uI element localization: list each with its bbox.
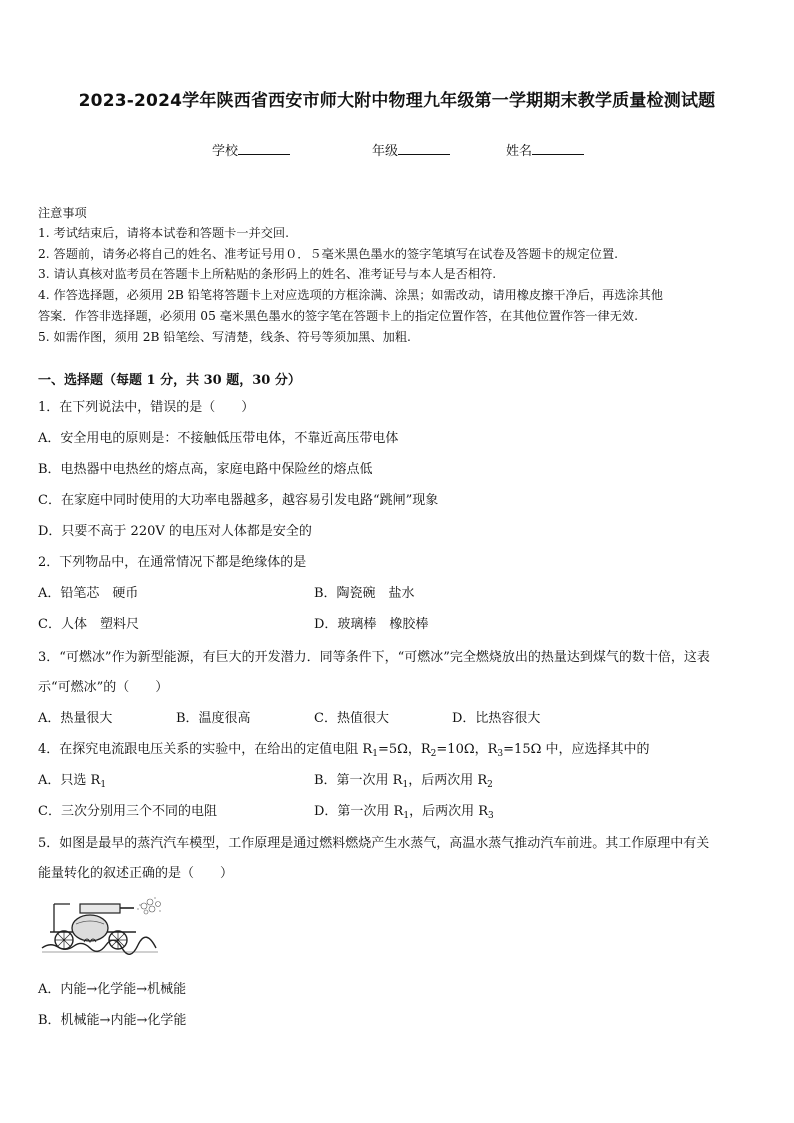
question-2-option-a[interactable]: A．铅笔芯 硬币 [38,586,139,601]
question-4-option-c[interactable]: C．三次分别用三个不同的电阻 [38,804,217,819]
q4-option-text: ，后两次用 R [409,804,488,819]
q4-stem-text: 4．在探究电流跟电压关系的实验中，在给出的定值电阻 R [38,742,373,757]
q4-stem-text: =10Ω，R [436,742,498,757]
notes-item: 4. 作答选择题，必须用 2B 铅笔将答题卡上对应选项的方框涂满、涂黑；如需改动，请用橡皮擦干净后，再选涂其他 [38,288,663,302]
question-5-stem-line-1: 5．如图是最早的蒸汽汽车模型，工作原理是通过燃料燃烧产生水蒸气，高温水蒸气推动汽车前进。其工作原理中有关 [38,836,710,851]
notes-item: 1. 考试结束后，请将本试卷和答题卡一并交回. [38,226,289,240]
question-2-option-b[interactable]: B．陶瓷碗 盐水 [314,586,415,601]
question-4-option-d[interactable] [314,800,494,819]
question-2-option-d[interactable]: D．玻璃棒 橡胶棒 [314,617,429,632]
q4-stem-text: =15Ω 中，应选择其中的 [503,742,650,757]
q4-subscript: 2 [487,780,493,790]
q4-subscript: 1 [100,780,107,790]
question-1-stem: 1．在下列说法中，错误的是（ ） [38,400,255,415]
question-5-option-a[interactable]: A．内能→化学能→机械能 [38,982,187,997]
question-4-stem [38,738,650,757]
name-blank[interactable] [532,142,584,155]
question-3-stem-line-2: 示“可燃冰”的（ ） [38,680,169,695]
grade-blank[interactable] [398,142,450,155]
question-3-option-a[interactable]: A．热量很大 [38,711,113,726]
school-label: 学校 [212,144,239,159]
question-4-option-a[interactable] [38,769,106,788]
question-5-stem-line-2: 能量转化的叙述正确的是（ ） [38,866,234,881]
question-1-option-a[interactable]: A．安全用电的原则是：不接触低压带电体，不靠近高压带电体 [38,431,399,446]
grade-field [372,140,450,159]
section-heading: 一、选择题（每题 1 分，共 30 题，30 分） [38,373,301,388]
name-field [506,140,584,159]
question-3-option-c[interactable]: C．热值很大 [314,711,389,726]
q4-subscript: 2 [430,749,437,759]
question-3-option-b[interactable]: B．温度很高 [176,711,251,726]
school-blank[interactable] [238,142,290,155]
grade-label: 年级 [372,144,399,159]
notes-item: 3. 请认真核对监考员在答题卡上所粘贴的条形码上的姓名、准考证号与本人是否相符. [38,267,497,281]
question-3-option-d[interactable]: D．比热容很大 [452,711,541,726]
steam-car-figure [40,890,164,960]
notes-item: 答案．作答非选择题，必须用 05 毫米黑色墨水的签字笔在答题卡上的指定位置作答，在其他位置作答一律无效. [38,309,638,323]
q4-option-text: ，后两次用 R [408,773,488,788]
question-1-option-d[interactable]: D．只要不高于 220V 的电压对人体都是安全的 [38,524,312,539]
exam-title: 2023-2024学年陕西省西安市师大附中物理九年级第一学期期末教学质量检测试题 [78,91,716,111]
q4-subscript: 3 [488,811,494,821]
question-1-option-b[interactable]: B．电热器中电热丝的熔点高，家庭电路中保险丝的熔点低 [38,462,373,477]
name-label: 姓名 [506,144,533,159]
question-2-option-c[interactable]: C．人体 塑料尺 [38,617,139,632]
q4-option-text: D．第一次用 R [314,804,404,819]
q4-stem-text: =5Ω，R [377,742,431,757]
q4-option-text: A．只选 R [38,773,101,788]
notes-heading: 注意事项 [38,206,87,220]
q4-subscript: 1 [403,811,410,821]
q4-subscript: 1 [372,749,378,759]
q4-subscript: 3 [497,749,504,759]
notes-item: 2. 答题前，请务必将自己的姓名、准考证号用０．５毫米黑色墨水的签字笔填写在试卷及答题卡的规定位置. [38,247,619,261]
question-3-stem-line-1: 3．“可燃冰”作为新型能源，有巨大的开发潜力．同等条件下，“可燃冰”完全燃烧放出的热量达到煤气的数十倍，这表 [38,650,710,665]
q4-subscript: 1 [402,780,409,790]
q4-option-text: B．第一次用 R [314,773,403,788]
question-5-option-b[interactable]: B．机械能→内能→化学能 [38,1013,187,1028]
question-2-stem: 2．下列物品中，在通常情况下都是绝缘体的是 [38,555,307,570]
notes-item: 5. 如需作图，须用 2B 铅笔绘、写清楚，线条、符号等须加黑、加粗. [38,330,411,344]
question-4-option-b[interactable] [314,769,493,788]
question-1-option-c[interactable]: C．在家庭中同时使用的大功率电器越多，越容易引发电路“跳闸”现象 [38,493,439,508]
school-field [212,140,290,159]
